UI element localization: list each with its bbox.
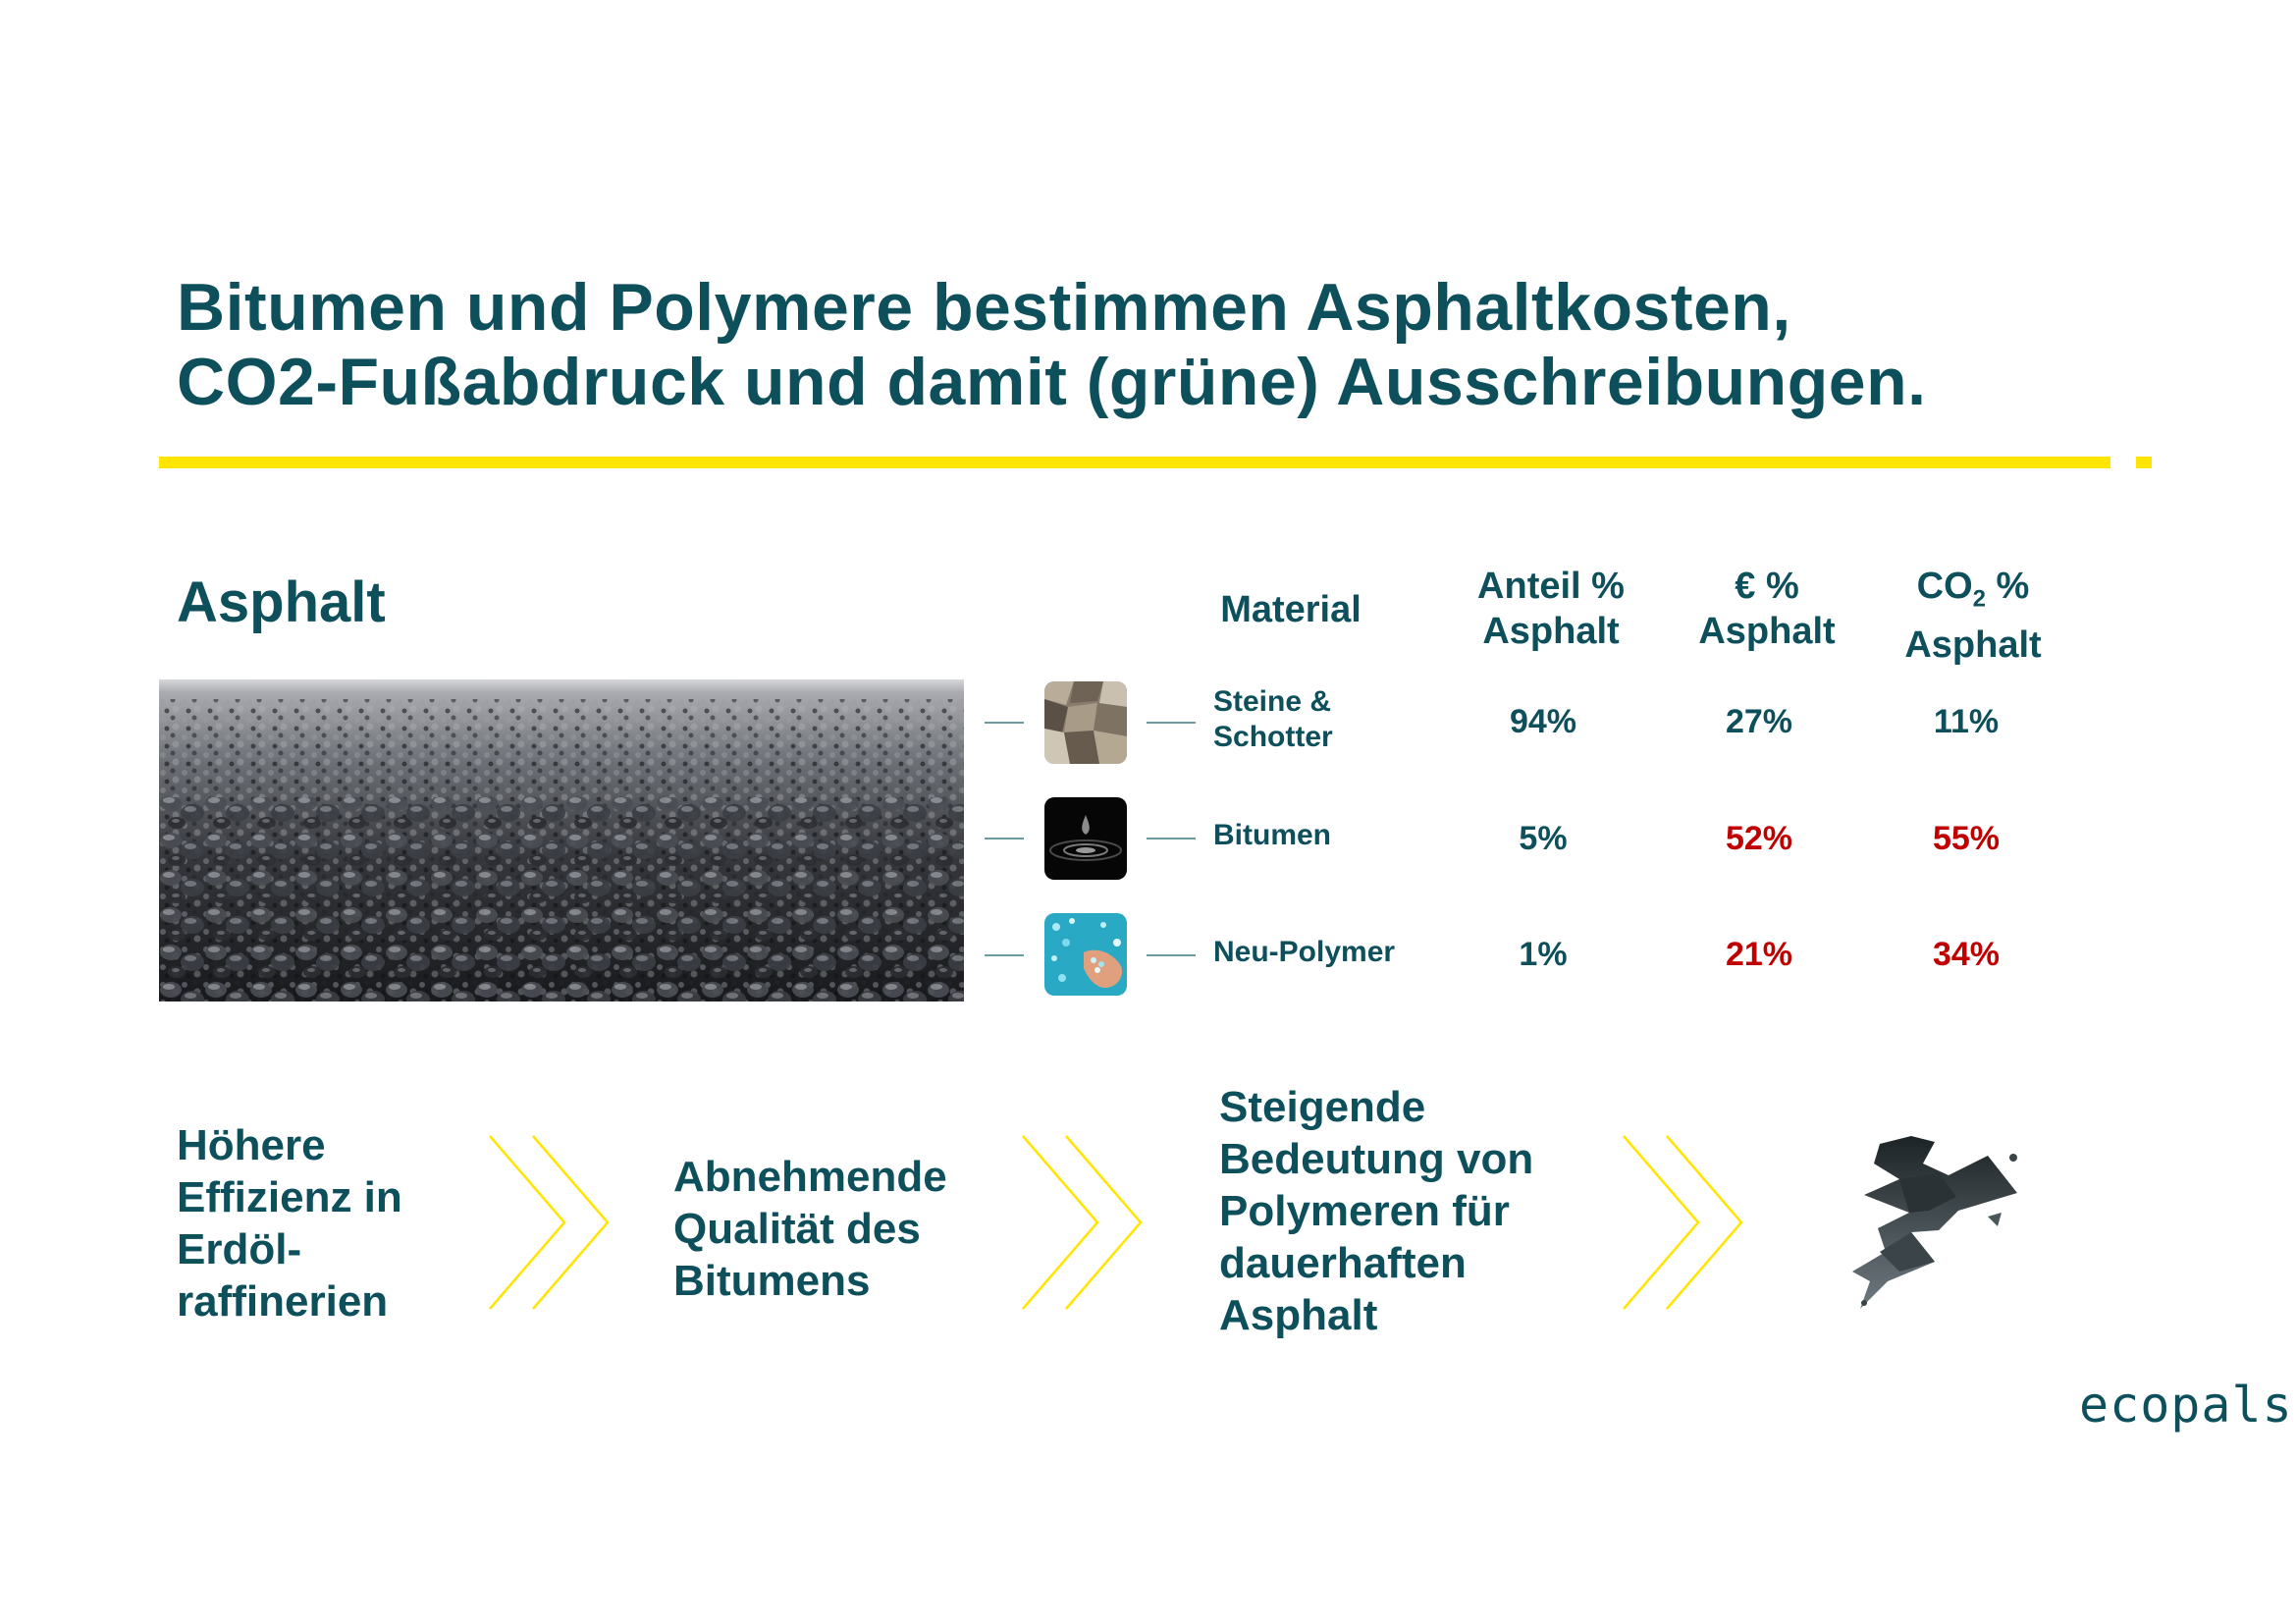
- cell-co2-bitumen: 55%: [1932, 820, 2001, 857]
- flow-step-1-line: Höhere: [177, 1121, 326, 1169]
- material-label-line1: Steine &: [1213, 685, 1332, 718]
- col-header-anteil: [1443, 564, 1659, 654]
- flow-step-1-line: raffinerien: [177, 1277, 389, 1326]
- col-header-co2-line1: [1865, 564, 2081, 623]
- connector-line: [985, 838, 1024, 839]
- page-title: [177, 270, 1927, 419]
- double-chevron-icon: [1620, 1134, 1747, 1311]
- double-chevron-icon: [486, 1134, 614, 1311]
- connector-line: [1147, 954, 1196, 956]
- flow-step-3-line: Asphalt: [1219, 1291, 1378, 1339]
- col-header-co2-line2: Asphalt: [1904, 623, 2042, 666]
- col-header-euro-line1: € %: [1735, 566, 1799, 607]
- asphalt-photo: [159, 679, 964, 1001]
- material-label-stones: [1213, 684, 1333, 755]
- asphalt-texture-icon: [159, 679, 964, 1001]
- col-header-material: Material: [1220, 589, 1362, 630]
- brand-logo: ecopals: [2079, 1377, 2293, 1434]
- cell-euro-stones: 27%: [1725, 703, 1793, 740]
- cell-euro-bitumen: 52%: [1725, 820, 1793, 857]
- cell-co2-stones: 11%: [1933, 703, 2000, 740]
- connector-line: [985, 954, 1024, 956]
- col-header-euro: [1659, 564, 1875, 654]
- flow-step-1-line: Effizienz in: [177, 1173, 402, 1221]
- flow-step-2-line: Bitumens: [673, 1257, 871, 1305]
- title-underline: [159, 457, 2110, 468]
- co2-percent: %: [1986, 566, 2030, 607]
- flow-step-3-line: Steigende: [1219, 1083, 1426, 1131]
- flow-step-2-line: Abnehmende: [673, 1153, 947, 1201]
- title-underline-dot: [2136, 457, 2152, 468]
- flow-step-1-line: Erdöl-: [177, 1225, 302, 1273]
- polymer-pellets-icon: [1044, 913, 1127, 996]
- co2-subscript: 2: [1972, 585, 1986, 613]
- section-heading: Asphalt: [177, 570, 386, 634]
- flow-step-3-line: Polymeren für: [1219, 1187, 1510, 1235]
- double-chevron-icon: [1019, 1134, 1147, 1311]
- flow-step-2: [673, 1151, 947, 1307]
- flow-step-1: [177, 1119, 402, 1327]
- cell-euro-polymer: 21%: [1725, 936, 1793, 973]
- co2-text: CO: [1916, 566, 1973, 607]
- col-header-euro-line2: Asphalt: [1698, 611, 1836, 652]
- connector-line: [1147, 722, 1196, 724]
- cell-co2-polymer: 34%: [1932, 936, 2001, 973]
- cell-anteil-polymer: 1%: [1519, 936, 1568, 973]
- title-line-2: CO2-Fußabdruck und damit (grüne) Ausschreibungen.: [177, 345, 1927, 419]
- bitumen-drop-icon: [1044, 797, 1127, 880]
- connector-line: [985, 722, 1024, 724]
- connector-line: [1147, 838, 1196, 839]
- col-header-anteil-line2: Asphalt: [1482, 611, 1620, 652]
- cell-anteil-bitumen: 5%: [1519, 820, 1568, 857]
- flow-step-2-line: Qualität des: [673, 1205, 921, 1253]
- cell-anteil-stones: 94%: [1509, 703, 1577, 740]
- material-label-line2: Schotter: [1213, 721, 1333, 753]
- stones-icon: [1044, 681, 1127, 764]
- flow-step-3-line: Bedeutung von: [1219, 1135, 1534, 1183]
- title-line-1: Bitumen und Polymere bestimmen Asphaltkosten,: [177, 270, 1791, 345]
- cracked-road-icon: [1841, 1134, 2037, 1311]
- flow-step-3-line: dauerhaften: [1219, 1239, 1467, 1287]
- flow-step-3: [1219, 1081, 1533, 1341]
- col-header-anteil-line1: Anteil %: [1477, 566, 1625, 607]
- material-label-polymer: Neu-Polymer: [1213, 936, 1396, 968]
- material-label-bitumen: Bitumen: [1213, 819, 1331, 851]
- col-header-co2: [1865, 564, 2081, 668]
